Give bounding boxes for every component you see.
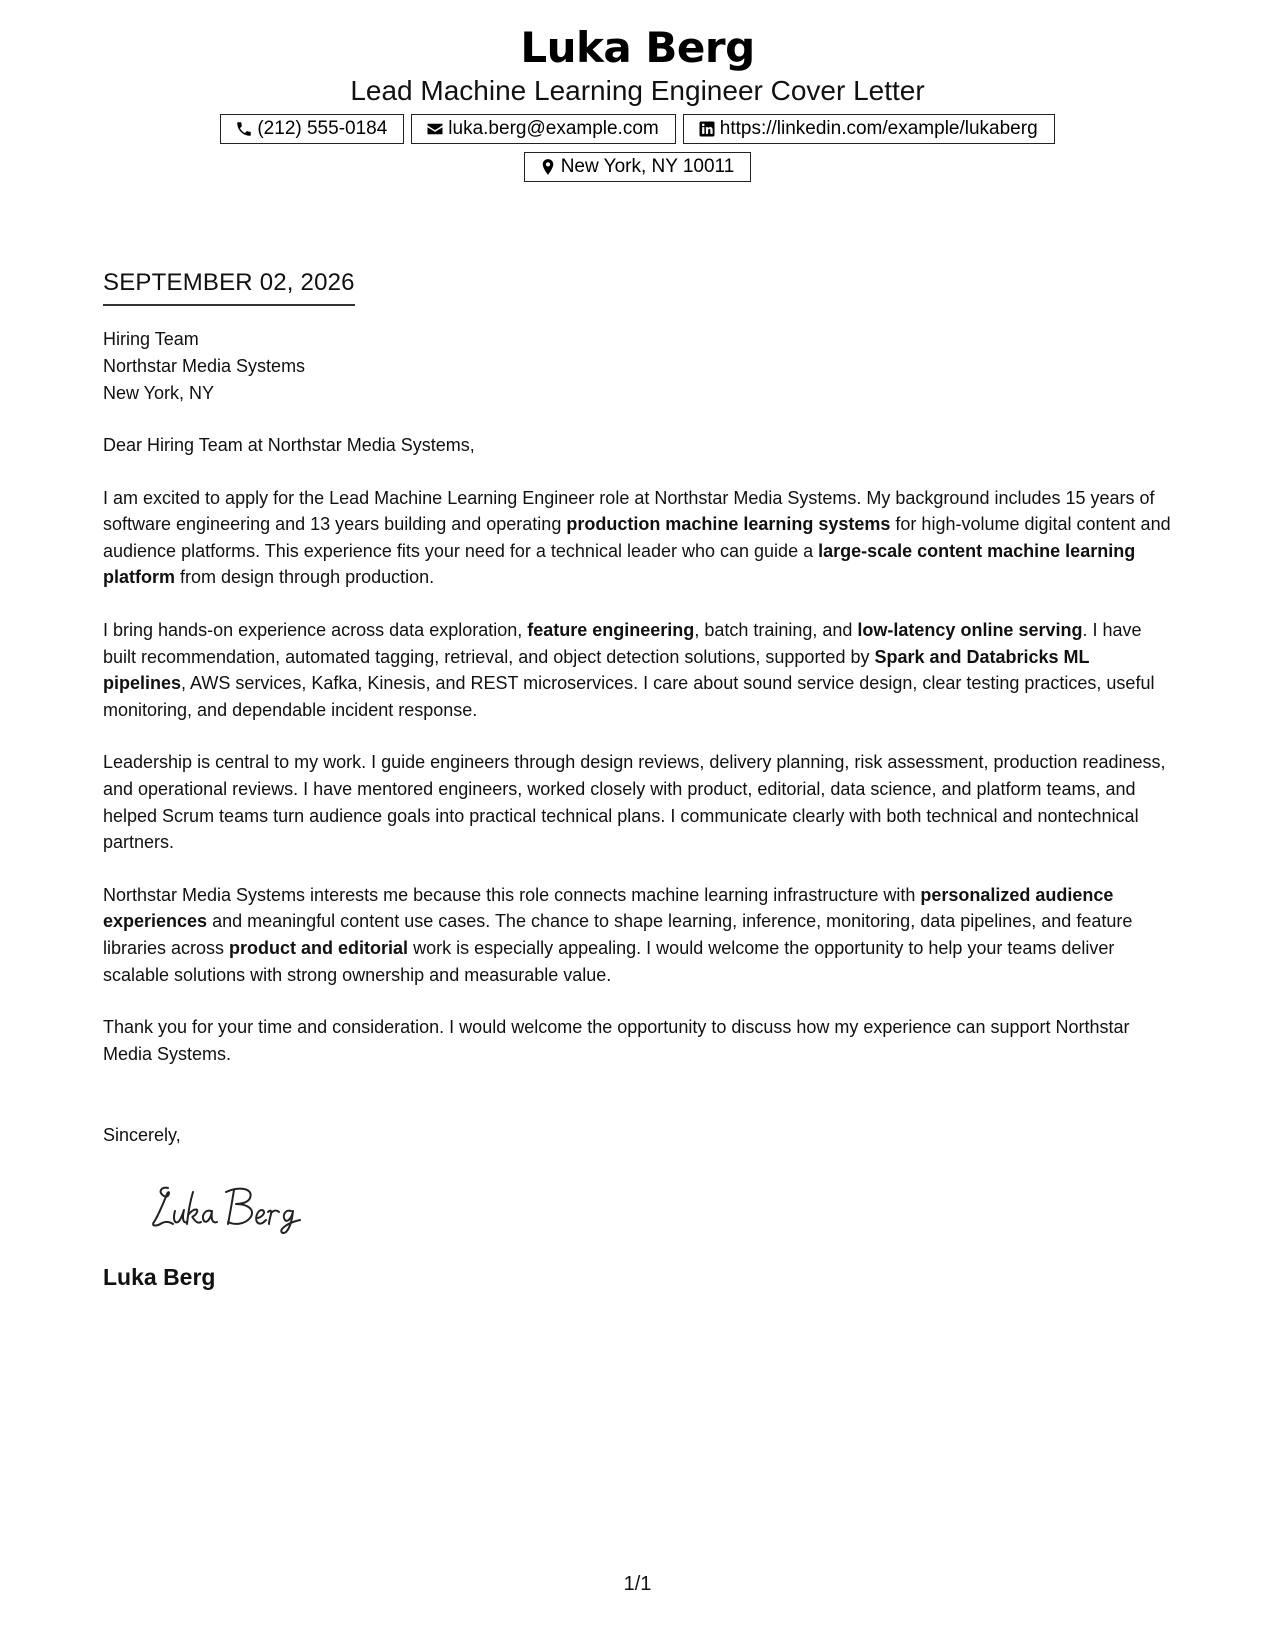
contact-row — [0, 114, 1275, 144]
paragraph-leadership: Leadership is central to my work. I guide engineers through design reviews, delivery planning, risk assessment, production readiness, and operational reviews. I have mentored engineers, worked closely with product, editorial, data science, and platform teams, and helped Scrum teams turn audience goals into practical technical plans. I communicate clearly with both technical and nontechnical partners. — [103, 752, 1166, 853]
emphasis: Spark and Databricks ML pipelines — [103, 646, 1090, 694]
recipient-line: Hiring Team — [103, 329, 199, 349]
paragraph-closing: Thank you for your time and consideration. I would welcome the opportunity to discuss how my experience can support Northstar Media Systems. — [103, 1017, 1130, 1064]
phone-icon — [235, 120, 253, 138]
envelope-icon — [426, 120, 444, 138]
emphasis: personalized audience experiences — [103, 884, 1114, 932]
emphasis: feature engineering — [527, 619, 695, 640]
letter-header — [0, 22, 1275, 108]
recipient-line: New York, NY — [103, 383, 215, 403]
map-pin-icon — [539, 158, 557, 176]
linkedin-icon — [698, 120, 716, 138]
document-subtitle: Lead Machine Learning Engineer Cover Letter — [350, 75, 925, 106]
page-number: 1/1 — [623, 1573, 652, 1595]
emphasis: product and editorial — [229, 937, 409, 958]
salutation: Dear Hiring Team at Northstar Media Systems, — [103, 435, 475, 455]
closing: Sincerely, — [103, 1125, 181, 1145]
paragraph-intro: I am excited to apply for the Lead Machine Learning Engineer role at Northstar Media Systems. My background includes 15 years of software engineering and 13 years building and operating production machine learning systems for high-volume digital content and audience platforms. This experience fits your need for a technical leader who can guide a large-scale content machine learning platform from design through production. — [103, 487, 1171, 588]
handwritten-signature — [148, 1180, 323, 1234]
location-text: New York, NY 10011 — [560, 156, 735, 177]
location-row — [0, 152, 1275, 182]
emphasis: low-latency online serving — [857, 619, 1083, 640]
applicant-name: Luka Berg — [520, 23, 755, 72]
emphasis: production machine learning systems — [566, 514, 891, 535]
recipient-address — [103, 326, 305, 407]
letter-date: SEPTEMBER 02, 2026 — [103, 268, 355, 306]
emphasis: large-scale content machine learning platform — [103, 540, 1136, 588]
linkedin-url: https://linkedin.com/example/lukaberg — [719, 118, 1038, 139]
paragraph-interest: Northstar Media Systems interests me because this role connects machine learning infrastructure with personalized audience experiences and meaningful content use cases. The chance to shape learning, inference, monitoring, data pipelines, and feature libraries across product and editorial work is especially appealing. I would welcome the opportunity to help your teams deliver scalable solutions with strong ownership and measurable value. — [103, 884, 1133, 985]
paragraph-experience: I bring hands-on experience across data exploration, feature engineering, batch training, and low-latency online serving. I have built recommendation, automated tagging, retrieval, and object detection solutions, supported by Spark and Databricks ML pipelines, AWS services, Kafka, Kinesis, and REST microservices. I care about sound service design, clear testing practices, useful monitoring, and dependable incident response. — [103, 619, 1155, 720]
signer-name: Luka Berg — [103, 1264, 216, 1290]
letter-body — [103, 432, 1175, 1093]
phone-number: (212) 555-0184 — [257, 118, 388, 139]
recipient-line: Northstar Media Systems — [103, 356, 306, 376]
linkedin-chip — [683, 114, 1055, 144]
location-chip — [524, 152, 752, 182]
email-chip — [411, 114, 675, 144]
phone-chip — [220, 114, 404, 144]
email-address: luka.berg@example.com — [448, 118, 659, 139]
